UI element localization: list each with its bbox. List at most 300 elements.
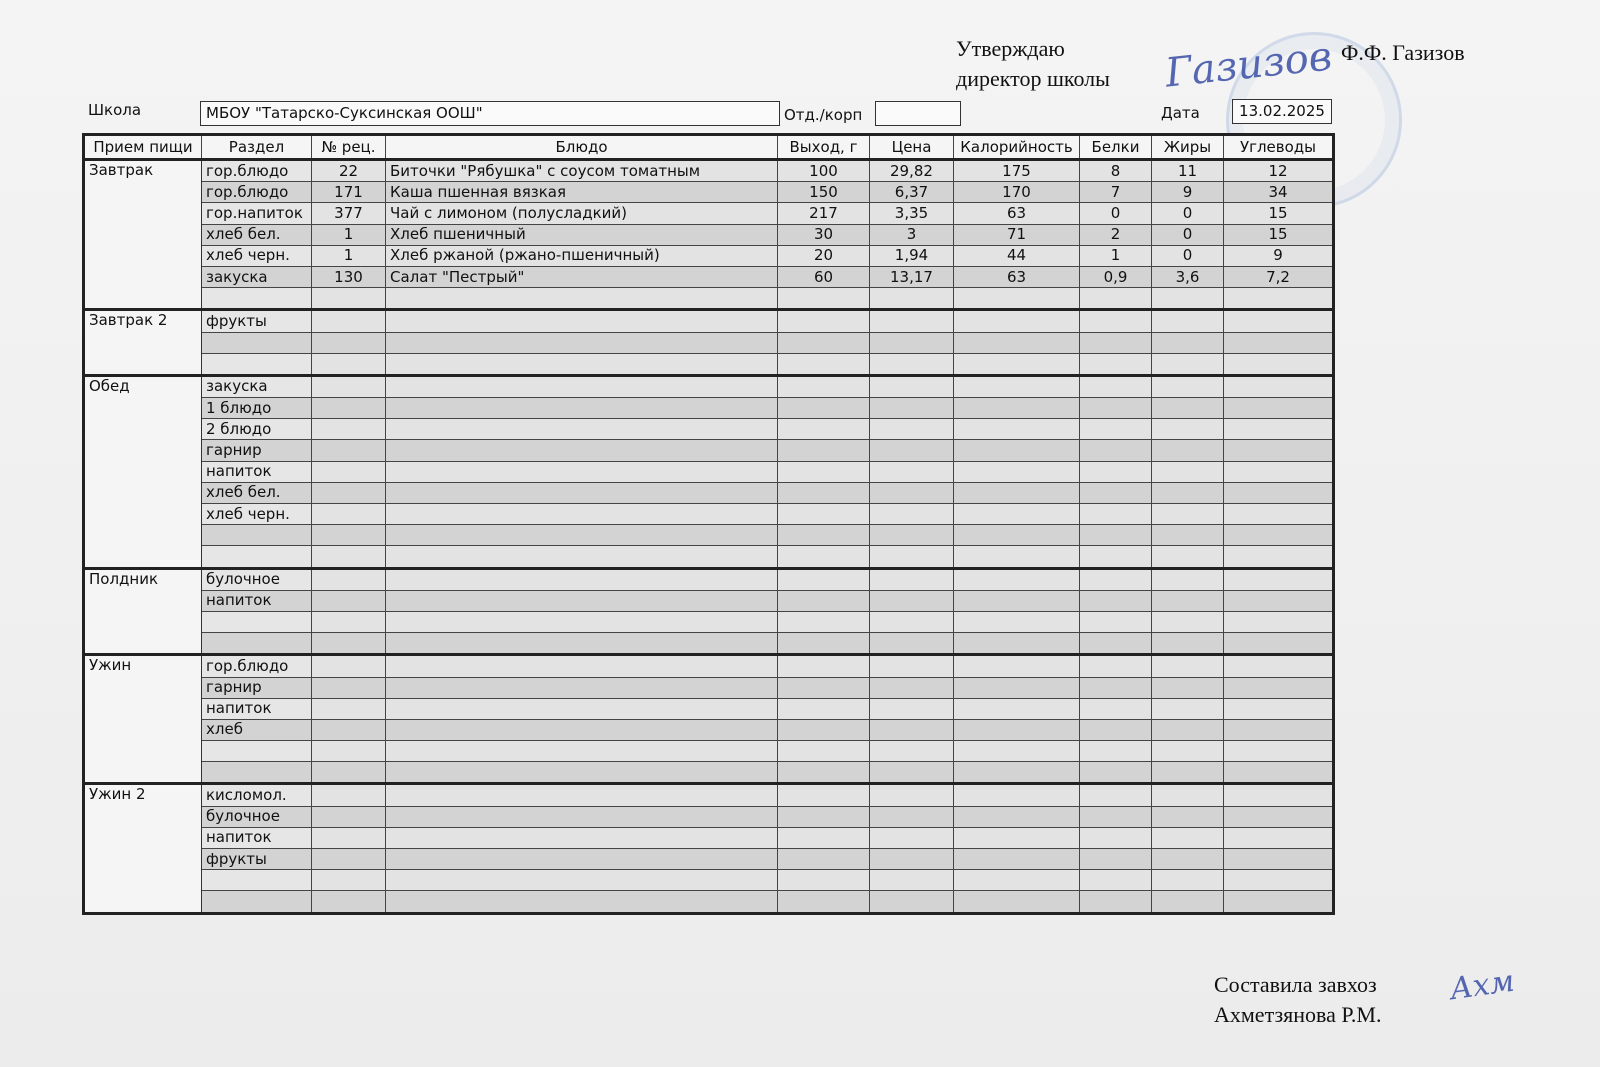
carbs-cell: 34	[1224, 182, 1334, 203]
recipe-cell: 377	[312, 203, 386, 224]
recipe-cell	[312, 784, 386, 806]
dish-cell	[386, 375, 778, 397]
protein-cell	[1080, 398, 1152, 419]
meal-name-cell: Завтрак	[84, 160, 202, 310]
section-cell: хлеб	[202, 719, 312, 740]
carbs-cell	[1224, 870, 1334, 891]
kcal-cell	[954, 332, 1080, 353]
kcal-cell	[954, 482, 1080, 503]
fat-cell	[1152, 332, 1224, 353]
table-row	[84, 698, 1334, 719]
yield-cell	[778, 698, 870, 719]
price-cell	[870, 891, 954, 913]
carbs-cell: 15	[1224, 224, 1334, 245]
col-section: Раздел	[202, 135, 312, 160]
yield-cell	[778, 504, 870, 525]
fat-cell	[1152, 440, 1224, 461]
fat-cell	[1152, 310, 1224, 332]
fat-cell	[1152, 611, 1224, 632]
kcal-cell	[954, 806, 1080, 827]
table-row	[84, 719, 1334, 740]
yield-cell	[778, 633, 870, 655]
kcal-cell	[954, 568, 1080, 590]
meal-name-cell: Полдник	[84, 568, 202, 655]
yield-cell: 30	[778, 224, 870, 245]
price-cell	[870, 655, 954, 677]
fat-cell	[1152, 288, 1224, 310]
compiled-by-line2: Ахметзянова Р.М.	[1214, 1002, 1382, 1027]
kcal-cell	[954, 849, 1080, 870]
dish-cell	[386, 719, 778, 740]
protein-cell: 1	[1080, 245, 1152, 266]
school-field[interactable]: МБОУ "Татарско-Суксинская ООШ"	[200, 101, 780, 126]
yield-cell	[778, 288, 870, 310]
section-cell: закуска	[202, 266, 312, 287]
col-protein: Белки	[1080, 135, 1152, 160]
kcal-cell: 63	[954, 266, 1080, 287]
yield-cell	[778, 741, 870, 762]
yield-cell	[778, 611, 870, 632]
recipe-cell	[312, 568, 386, 590]
meal-group	[84, 375, 1334, 568]
price-cell	[870, 784, 954, 806]
fat-cell	[1152, 741, 1224, 762]
meal-group	[84, 160, 1334, 310]
dish-cell	[386, 353, 778, 375]
fat-cell	[1152, 849, 1224, 870]
carbs-cell	[1224, 288, 1334, 310]
protein-cell	[1080, 611, 1152, 632]
meal-group	[84, 310, 1334, 376]
carbs-cell	[1224, 741, 1334, 762]
price-cell	[870, 398, 954, 419]
yield-cell	[778, 655, 870, 677]
protein-cell	[1080, 461, 1152, 482]
branch-field[interactable]	[875, 101, 961, 126]
price-cell: 1,94	[870, 245, 954, 266]
protein-cell	[1080, 310, 1152, 332]
yield-cell	[778, 762, 870, 784]
section-cell: гор.напиток	[202, 203, 312, 224]
price-cell	[870, 590, 954, 611]
protein-cell	[1080, 590, 1152, 611]
carbs-cell	[1224, 806, 1334, 827]
protein-cell	[1080, 419, 1152, 440]
section-cell	[202, 353, 312, 375]
carbs-cell	[1224, 310, 1334, 332]
table-row	[84, 482, 1334, 503]
recipe-cell: 130	[312, 266, 386, 287]
recipe-cell	[312, 546, 386, 568]
price-cell	[870, 310, 954, 332]
fat-cell	[1152, 590, 1224, 611]
kcal-cell	[954, 310, 1080, 332]
recipe-cell	[312, 827, 386, 848]
recipe-cell	[312, 655, 386, 677]
fat-cell	[1152, 827, 1224, 848]
recipe-cell	[312, 288, 386, 310]
dish-cell: Салат "Пестрый"	[386, 266, 778, 287]
carbs-cell	[1224, 398, 1334, 419]
table-row	[84, 419, 1334, 440]
section-cell: гор.блюдо	[202, 655, 312, 677]
carbs-cell	[1224, 461, 1334, 482]
fat-cell: 3,6	[1152, 266, 1224, 287]
table-row	[84, 546, 1334, 568]
date-field[interactable]: 13.02.2025	[1232, 99, 1332, 124]
yield-cell	[778, 332, 870, 353]
price-cell	[870, 353, 954, 375]
price-cell: 3,35	[870, 203, 954, 224]
yield-cell	[778, 849, 870, 870]
col-dish: Блюдо	[386, 135, 778, 160]
kcal-cell	[954, 762, 1080, 784]
table-row	[84, 590, 1334, 611]
dish-cell: Хлеб пшеничный	[386, 224, 778, 245]
recipe-cell	[312, 677, 386, 698]
protein-cell	[1080, 504, 1152, 525]
carbs-cell	[1224, 568, 1334, 590]
kcal-cell	[954, 698, 1080, 719]
price-cell	[870, 332, 954, 353]
carbs-cell: 7,2	[1224, 266, 1334, 287]
table-row	[84, 182, 1334, 203]
yield-cell	[778, 353, 870, 375]
manager-signature: Ахм	[1447, 963, 1517, 1008]
fat-cell	[1152, 419, 1224, 440]
menu-table	[82, 133, 1335, 915]
protein-cell	[1080, 891, 1152, 913]
kcal-cell	[954, 461, 1080, 482]
price-cell	[870, 568, 954, 590]
section-cell: напиток	[202, 461, 312, 482]
dish-cell	[386, 332, 778, 353]
col-fat: Жиры	[1152, 135, 1224, 160]
price-cell	[870, 677, 954, 698]
dish-cell	[386, 633, 778, 655]
section-cell: напиток	[202, 590, 312, 611]
price-cell	[870, 288, 954, 310]
yield-cell	[778, 590, 870, 611]
protein-cell	[1080, 353, 1152, 375]
price-cell	[870, 611, 954, 632]
price-cell: 13,17	[870, 266, 954, 287]
section-cell: напиток	[202, 827, 312, 848]
kcal-cell	[954, 633, 1080, 655]
yield-cell	[778, 525, 870, 546]
recipe-cell	[312, 525, 386, 546]
col-carbs: Углеводы	[1224, 135, 1334, 160]
approval-line2: директор школы	[956, 66, 1110, 91]
carbs-cell	[1224, 504, 1334, 525]
carbs-cell	[1224, 546, 1334, 568]
col-kcal: Калорийность	[954, 135, 1080, 160]
carbs-cell	[1224, 677, 1334, 698]
table-row	[84, 398, 1334, 419]
kcal-cell	[954, 611, 1080, 632]
dish-cell	[386, 568, 778, 590]
kcal-cell	[954, 546, 1080, 568]
yield-cell	[778, 310, 870, 332]
carbs-cell	[1224, 719, 1334, 740]
kcal-cell	[954, 419, 1080, 440]
protein-cell	[1080, 440, 1152, 461]
carbs-cell: 9	[1224, 245, 1334, 266]
protein-cell	[1080, 762, 1152, 784]
carbs-cell	[1224, 891, 1334, 913]
carbs-cell	[1224, 849, 1334, 870]
section-cell	[202, 762, 312, 784]
table-row	[84, 160, 1334, 182]
carbs-cell	[1224, 784, 1334, 806]
fat-cell	[1152, 546, 1224, 568]
kcal-cell	[954, 719, 1080, 740]
section-cell: хлеб бел.	[202, 482, 312, 503]
kcal-cell: 175	[954, 160, 1080, 182]
protein-cell	[1080, 655, 1152, 677]
carbs-cell	[1224, 655, 1334, 677]
protein-cell: 0,9	[1080, 266, 1152, 287]
fat-cell	[1152, 762, 1224, 784]
section-cell: гарнир	[202, 440, 312, 461]
yield-cell	[778, 546, 870, 568]
price-cell	[870, 806, 954, 827]
price-cell	[870, 461, 954, 482]
section-cell	[202, 611, 312, 632]
fat-cell	[1152, 375, 1224, 397]
price-cell	[870, 419, 954, 440]
table-row	[84, 525, 1334, 546]
carbs-cell	[1224, 611, 1334, 632]
table-row	[84, 762, 1334, 784]
kcal-cell	[954, 288, 1080, 310]
protein-cell: 0	[1080, 203, 1152, 224]
price-cell	[870, 849, 954, 870]
fat-cell	[1152, 784, 1224, 806]
section-cell: гарнир	[202, 677, 312, 698]
recipe-cell	[312, 398, 386, 419]
fat-cell	[1152, 655, 1224, 677]
dish-cell	[386, 891, 778, 913]
yield-cell: 60	[778, 266, 870, 287]
table-row	[84, 741, 1334, 762]
kcal-cell	[954, 891, 1080, 913]
approval-block	[956, 34, 1110, 94]
protein-cell	[1080, 719, 1152, 740]
kcal-cell	[954, 870, 1080, 891]
recipe-cell	[312, 504, 386, 525]
yield-cell	[778, 827, 870, 848]
carbs-cell	[1224, 525, 1334, 546]
dish-cell	[386, 288, 778, 310]
section-cell	[202, 332, 312, 353]
table-row	[84, 633, 1334, 655]
protein-cell	[1080, 568, 1152, 590]
yield-cell: 20	[778, 245, 870, 266]
dish-cell	[386, 482, 778, 503]
dish-cell	[386, 849, 778, 870]
section-cell: фрукты	[202, 849, 312, 870]
table-row	[84, 806, 1334, 827]
dish-cell	[386, 655, 778, 677]
dish-cell	[386, 590, 778, 611]
protein-cell	[1080, 784, 1152, 806]
dish-cell	[386, 611, 778, 632]
director-name: Ф.Ф. Газизов	[1341, 40, 1465, 65]
yield-cell	[778, 375, 870, 397]
price-cell	[870, 827, 954, 848]
carbs-cell: 15	[1224, 203, 1334, 224]
protein-cell	[1080, 332, 1152, 353]
kcal-cell	[954, 655, 1080, 677]
recipe-cell	[312, 741, 386, 762]
table-row	[84, 332, 1334, 353]
carbs-cell	[1224, 419, 1334, 440]
fat-cell	[1152, 353, 1224, 375]
protein-cell	[1080, 827, 1152, 848]
yield-cell	[778, 398, 870, 419]
recipe-cell	[312, 698, 386, 719]
price-cell	[870, 546, 954, 568]
kcal-cell	[954, 525, 1080, 546]
price-cell	[870, 504, 954, 525]
fat-cell	[1152, 525, 1224, 546]
table-row	[84, 224, 1334, 245]
section-cell: хлеб черн.	[202, 245, 312, 266]
dish-cell	[386, 525, 778, 546]
yield-cell	[778, 568, 870, 590]
section-cell: гор.блюдо	[202, 160, 312, 182]
section-cell	[202, 891, 312, 913]
carbs-cell	[1224, 590, 1334, 611]
dish-cell	[386, 806, 778, 827]
protein-cell: 7	[1080, 182, 1152, 203]
section-cell	[202, 288, 312, 310]
dish-cell: Биточки "Рябушка" с соусом томатным	[386, 160, 778, 182]
meal-name-cell: Ужин	[84, 655, 202, 784]
dish-cell	[386, 310, 778, 332]
kcal-cell	[954, 375, 1080, 397]
table-row	[84, 849, 1334, 870]
fat-cell	[1152, 870, 1224, 891]
table-row	[84, 288, 1334, 310]
recipe-cell	[312, 590, 386, 611]
table-row	[84, 440, 1334, 461]
dish-cell: Хлеб ржаной (ржано-пшеничный)	[386, 245, 778, 266]
recipe-cell	[312, 719, 386, 740]
date-label: Дата	[1161, 104, 1200, 122]
yield-cell	[778, 440, 870, 461]
kcal-cell	[954, 590, 1080, 611]
table-row	[84, 827, 1334, 848]
fat-cell	[1152, 461, 1224, 482]
recipe-cell	[312, 332, 386, 353]
col-price: Цена	[870, 135, 954, 160]
table-row	[84, 611, 1334, 632]
section-cell	[202, 546, 312, 568]
meal-name-cell: Завтрак 2	[84, 310, 202, 376]
table-row	[84, 461, 1334, 482]
section-cell	[202, 633, 312, 655]
yield-cell: 217	[778, 203, 870, 224]
dish-cell	[386, 419, 778, 440]
yield-cell: 100	[778, 160, 870, 182]
recipe-cell: 1	[312, 224, 386, 245]
dish-cell	[386, 741, 778, 762]
protein-cell	[1080, 698, 1152, 719]
fat-cell	[1152, 891, 1224, 913]
director-signature: Газизов	[1163, 33, 1335, 97]
recipe-cell	[312, 375, 386, 397]
table-row	[84, 784, 1334, 806]
fat-cell	[1152, 719, 1224, 740]
table-row	[84, 375, 1334, 397]
protein-cell	[1080, 525, 1152, 546]
carbs-cell	[1224, 633, 1334, 655]
fat-cell	[1152, 568, 1224, 590]
price-cell: 6,37	[870, 182, 954, 203]
price-cell	[870, 440, 954, 461]
table-row	[84, 870, 1334, 891]
fat-cell	[1152, 806, 1224, 827]
approval-line1: Утверждаю	[956, 36, 1065, 61]
dish-cell	[386, 461, 778, 482]
meal-name-cell: Ужин 2	[84, 784, 202, 913]
price-cell	[870, 375, 954, 397]
col-yield: Выход, г	[778, 135, 870, 160]
section-cell	[202, 870, 312, 891]
compiled-by-line1: Составила завхоз	[1214, 972, 1377, 997]
carbs-cell	[1224, 482, 1334, 503]
carbs-cell	[1224, 698, 1334, 719]
kcal-cell: 170	[954, 182, 1080, 203]
kcal-cell	[954, 440, 1080, 461]
fat-cell	[1152, 482, 1224, 503]
section-cell: хлеб бел.	[202, 224, 312, 245]
recipe-cell	[312, 611, 386, 632]
fat-cell: 0	[1152, 224, 1224, 245]
protein-cell	[1080, 633, 1152, 655]
price-cell	[870, 762, 954, 784]
recipe-cell	[312, 849, 386, 870]
dish-cell	[386, 504, 778, 525]
fat-cell	[1152, 398, 1224, 419]
price-cell	[870, 870, 954, 891]
yield-cell	[778, 677, 870, 698]
recipe-cell	[312, 419, 386, 440]
protein-cell	[1080, 849, 1152, 870]
kcal-cell	[954, 784, 1080, 806]
fat-cell	[1152, 633, 1224, 655]
col-meal: Прием пищи	[84, 135, 202, 160]
price-cell: 29,82	[870, 160, 954, 182]
yield-cell	[778, 870, 870, 891]
recipe-cell	[312, 440, 386, 461]
protein-cell	[1080, 677, 1152, 698]
protein-cell	[1080, 482, 1152, 503]
meal-group	[84, 784, 1334, 913]
carbs-cell	[1224, 332, 1334, 353]
dish-cell	[386, 677, 778, 698]
section-cell: хлеб черн.	[202, 504, 312, 525]
carbs-cell	[1224, 827, 1334, 848]
price-cell	[870, 525, 954, 546]
table-row	[84, 310, 1334, 332]
dish-cell	[386, 762, 778, 784]
fat-cell: 0	[1152, 245, 1224, 266]
dish-cell	[386, 827, 778, 848]
price-cell	[870, 633, 954, 655]
